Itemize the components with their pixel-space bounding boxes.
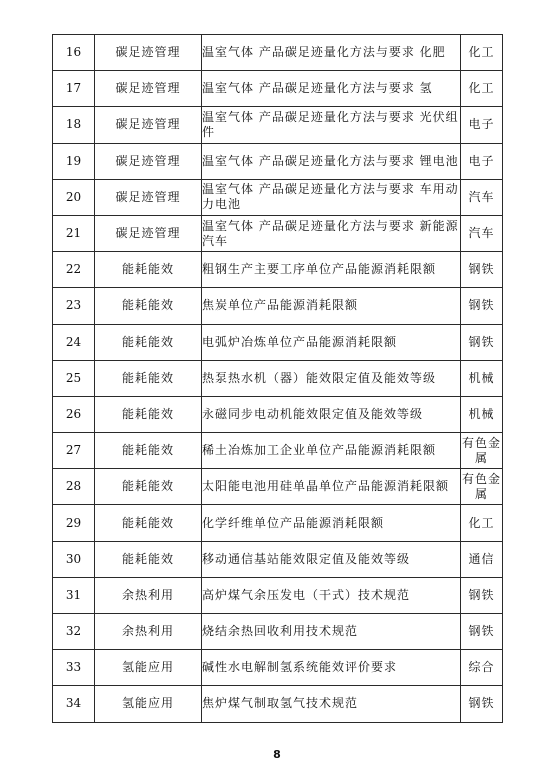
standard-name-cell: 粗钢生产主要工序单位产品能源消耗限额 <box>202 252 461 288</box>
standard-name-cell: 温室气体 产品碳足迹量化方法与要求 氢 <box>202 71 461 107</box>
table-row <box>53 614 503 650</box>
standard-name-cell: 永磁同步电动机能效限定值及能效等级 <box>202 396 461 432</box>
industry-cell: 电子 <box>461 143 503 179</box>
industry-cell: 综合 <box>461 650 503 686</box>
row-number-cell: 21 <box>53 215 95 251</box>
standards-table-body <box>53 35 503 723</box>
row-number-cell: 26 <box>53 396 95 432</box>
standard-name-cell: 移动通信基站能效限定值及能效等级 <box>202 541 461 577</box>
industry-cell: 有色金属 <box>461 433 503 469</box>
category-cell: 碳足迹管理 <box>95 143 202 179</box>
industry-cell: 钢铁 <box>461 686 503 722</box>
standard-name-cell: 碱性水电解制氢系统能效评价要求 <box>202 650 461 686</box>
table-row <box>53 324 503 360</box>
standard-name-cell: 温室气体 产品碳足迹量化方法与要求 车用动力电池 <box>202 179 461 215</box>
table-row <box>53 35 503 71</box>
industry-cell: 汽车 <box>461 215 503 251</box>
table-row <box>53 396 503 432</box>
table-row <box>53 179 503 215</box>
table-row <box>53 252 503 288</box>
industry-cell: 通信 <box>461 541 503 577</box>
standard-name-cell: 焦炉煤气制取氢气技术规范 <box>202 686 461 722</box>
industry-cell: 有色金属 <box>461 469 503 505</box>
standard-name-cell: 化学纤维单位产品能源消耗限额 <box>202 505 461 541</box>
table-row <box>53 650 503 686</box>
table-row <box>53 505 503 541</box>
industry-cell: 机械 <box>461 396 503 432</box>
industry-cell: 化工 <box>461 505 503 541</box>
table-row <box>53 686 503 722</box>
row-number-cell: 17 <box>53 71 95 107</box>
industry-cell: 钢铁 <box>461 614 503 650</box>
category-cell: 能耗能效 <box>95 505 202 541</box>
table-row <box>53 107 503 143</box>
industry-cell: 化工 <box>461 35 503 71</box>
row-number-cell: 32 <box>53 614 95 650</box>
industry-cell: 机械 <box>461 360 503 396</box>
table-row <box>53 360 503 396</box>
category-cell: 碳足迹管理 <box>95 35 202 71</box>
category-cell: 氢能应用 <box>95 650 202 686</box>
standard-name-cell: 稀土冶炼加工企业单位产品能源消耗限额 <box>202 433 461 469</box>
table-row <box>53 215 503 251</box>
industry-cell: 化工 <box>461 71 503 107</box>
standard-name-cell: 温室气体 产品碳足迹量化方法与要求 化肥 <box>202 35 461 71</box>
category-cell: 能耗能效 <box>95 469 202 505</box>
row-number-cell: 19 <box>53 143 95 179</box>
table-row <box>53 469 503 505</box>
row-number-cell: 23 <box>53 288 95 324</box>
table-row <box>53 433 503 469</box>
category-cell: 能耗能效 <box>95 252 202 288</box>
row-number-cell: 24 <box>53 324 95 360</box>
industry-cell: 钢铁 <box>461 577 503 613</box>
standard-name-cell: 太阳能电池用硅单晶单位产品能源消耗限额 <box>202 469 461 505</box>
standards-table <box>52 34 503 723</box>
row-number-cell: 30 <box>53 541 95 577</box>
row-number-cell: 34 <box>53 686 95 722</box>
standard-name-cell: 热泵热水机（器）能效限定值及能效等级 <box>202 360 461 396</box>
row-number-cell: 31 <box>53 577 95 613</box>
standard-name-cell: 温室气体 产品碳足迹量化方法与要求 光伏组件 <box>202 107 461 143</box>
category-cell: 能耗能效 <box>95 433 202 469</box>
category-cell: 余热利用 <box>95 577 202 613</box>
category-cell: 碳足迹管理 <box>95 107 202 143</box>
category-cell: 碳足迹管理 <box>95 71 202 107</box>
standard-name-cell: 温室气体 产品碳足迹量化方法与要求 新能源汽车 <box>202 215 461 251</box>
row-number-cell: 16 <box>53 35 95 71</box>
row-number-cell: 25 <box>53 360 95 396</box>
table-row <box>53 71 503 107</box>
category-cell: 氢能应用 <box>95 686 202 722</box>
table-row <box>53 143 503 179</box>
table-row <box>53 541 503 577</box>
standard-name-cell: 高炉煤气余压发电（干式）技术规范 <box>202 577 461 613</box>
row-number-cell: 33 <box>53 650 95 686</box>
table-row <box>53 577 503 613</box>
category-cell: 能耗能效 <box>95 396 202 432</box>
category-cell: 碳足迹管理 <box>95 179 202 215</box>
standard-name-cell: 焦炭单位产品能源消耗限额 <box>202 288 461 324</box>
industry-cell: 钢铁 <box>461 324 503 360</box>
row-number-cell: 22 <box>53 252 95 288</box>
row-number-cell: 29 <box>53 505 95 541</box>
page-number: 8 <box>273 748 281 761</box>
category-cell: 能耗能效 <box>95 541 202 577</box>
standard-name-cell: 烧结余热回收利用技术规范 <box>202 614 461 650</box>
standard-name-cell: 温室气体 产品碳足迹量化方法与要求 锂电池 <box>202 143 461 179</box>
category-cell: 能耗能效 <box>95 324 202 360</box>
table-row <box>53 288 503 324</box>
row-number-cell: 20 <box>53 179 95 215</box>
industry-cell: 钢铁 <box>461 288 503 324</box>
industry-cell: 电子 <box>461 107 503 143</box>
industry-cell: 钢铁 <box>461 252 503 288</box>
row-number-cell: 18 <box>53 107 95 143</box>
category-cell: 碳足迹管理 <box>95 215 202 251</box>
row-number-cell: 27 <box>53 433 95 469</box>
category-cell: 余热利用 <box>95 614 202 650</box>
category-cell: 能耗能效 <box>95 360 202 396</box>
category-cell: 能耗能效 <box>95 288 202 324</box>
row-number-cell: 28 <box>53 469 95 505</box>
industry-cell: 汽车 <box>461 179 503 215</box>
standard-name-cell: 电弧炉冶炼单位产品能源消耗限额 <box>202 324 461 360</box>
